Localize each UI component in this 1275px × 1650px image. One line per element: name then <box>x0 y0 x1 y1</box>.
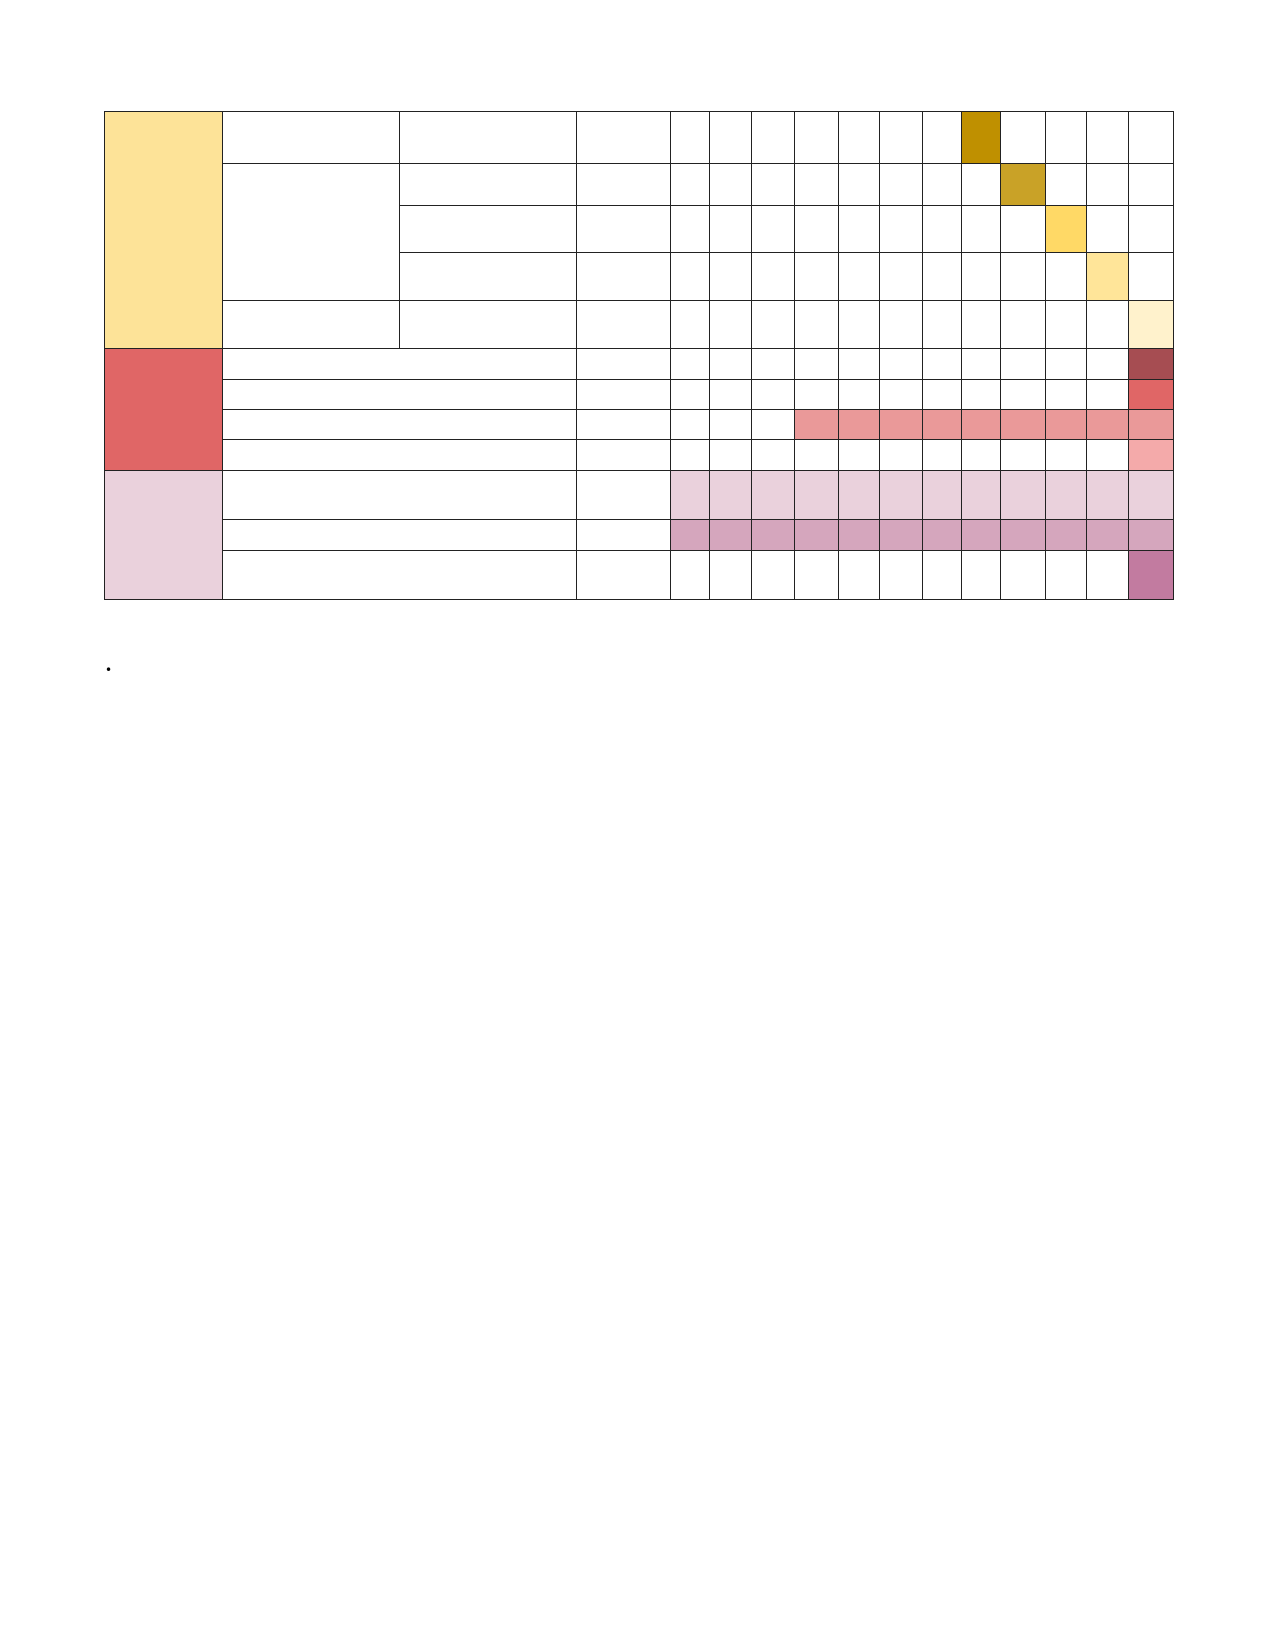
timeline-cell <box>1128 163 1174 206</box>
timeline-cell <box>922 163 962 206</box>
timeline-cell <box>709 348 752 380</box>
activity-closing <box>222 300 400 349</box>
timeline-cell <box>1045 300 1087 349</box>
timeline-cell <box>751 300 795 349</box>
timeline-cell-filled <box>961 519 1001 551</box>
timeline-cell <box>838 300 880 349</box>
timeline-cell-filled <box>922 519 962 551</box>
timeline-cell <box>709 550 752 600</box>
timeline-cell-filled <box>838 519 880 551</box>
timeline-cell <box>794 439 839 471</box>
timeline-cell <box>961 300 1001 349</box>
responsible-cell <box>576 205 671 253</box>
responsible-cell <box>576 470 671 520</box>
timeline-cell <box>1045 252 1087 301</box>
timeline-cell <box>751 550 795 600</box>
responsible-cell <box>576 439 671 471</box>
timeline-cell-filled <box>1128 519 1174 551</box>
timeline-cell <box>670 379 710 410</box>
timeline-cell <box>751 379 795 410</box>
timeline-cell <box>709 300 752 349</box>
timeline-cell <box>879 439 923 471</box>
timeline-cell <box>709 111 752 164</box>
session-cell <box>399 163 577 206</box>
activity-cell <box>222 550 577 600</box>
timeline-cell <box>1045 439 1087 471</box>
timeline-cell <box>1086 550 1129 600</box>
timeline-cell <box>1045 348 1087 380</box>
timeline-cell <box>1000 111 1046 164</box>
timeline-cell-filled <box>1086 519 1129 551</box>
timeline-cell <box>1086 439 1129 471</box>
timeline-cell <box>709 379 752 410</box>
timeline-cell-filled <box>751 519 795 551</box>
session-cell <box>399 111 577 164</box>
timeline-cell <box>1128 252 1174 301</box>
timeline-cell-filled <box>1128 470 1174 520</box>
timeline-cell <box>961 348 1001 380</box>
responsible-cell <box>576 252 671 301</box>
responsible-cell <box>576 409 671 440</box>
timeline-cell-filled <box>670 519 710 551</box>
activity-cell <box>222 519 577 551</box>
timeline-cell-filled <box>838 470 880 520</box>
timeline-cell-filled <box>1128 439 1174 471</box>
schedule-table <box>104 111 1173 599</box>
timeline-cell <box>879 163 923 206</box>
timeline-cell <box>961 379 1001 410</box>
timeline-cell <box>1045 379 1087 410</box>
activity-cell <box>222 409 577 440</box>
responsible-cell <box>576 550 671 600</box>
timeline-cell <box>670 550 710 600</box>
timeline-cell-filled <box>922 409 962 440</box>
timeline-cell <box>794 300 839 349</box>
timeline-cell <box>751 409 795 440</box>
timeline-cell <box>961 439 1001 471</box>
responsible-cell <box>576 300 671 349</box>
timeline-cell-filled <box>1045 205 1087 253</box>
category-evaluations <box>104 348 223 471</box>
timeline-cell-filled <box>1000 519 1046 551</box>
category-meetings <box>104 111 223 349</box>
timeline-cell <box>670 163 710 206</box>
timeline-cell <box>1086 111 1129 164</box>
timeline-cell <box>1000 348 1046 380</box>
timeline-cell-filled <box>794 409 839 440</box>
session-cell <box>399 300 577 349</box>
timeline-cell <box>1086 205 1129 253</box>
timeline-cell <box>1128 205 1174 253</box>
timeline-cell <box>794 163 839 206</box>
timeline-cell-filled <box>879 519 923 551</box>
responsible-cell <box>576 379 671 410</box>
timeline-cell <box>709 163 752 206</box>
timeline-cell-filled <box>1086 252 1129 301</box>
timeline-cell <box>670 111 710 164</box>
timeline-cell-filled <box>709 470 752 520</box>
session-cell <box>399 252 577 301</box>
timeline-cell <box>670 439 710 471</box>
timeline-cell <box>961 252 1001 301</box>
timeline-cell <box>670 252 710 301</box>
session-cell <box>399 205 577 253</box>
timeline-cell <box>794 205 839 253</box>
timeline-cell <box>751 439 795 471</box>
timeline-cell <box>879 300 923 349</box>
timeline-cell <box>838 205 880 253</box>
timeline-cell <box>751 111 795 164</box>
timeline-cell <box>1086 379 1129 410</box>
timeline-cell <box>838 379 880 410</box>
activity-cell <box>222 470 577 520</box>
timeline-cell <box>961 163 1001 206</box>
timeline-cell <box>961 550 1001 600</box>
timeline-cell-filled <box>1128 409 1174 440</box>
responsible-cell <box>576 111 671 164</box>
timeline-cell <box>794 111 839 164</box>
timeline-cell-filled <box>1086 470 1129 520</box>
timeline-cell <box>1086 163 1129 206</box>
timeline-cell-filled <box>794 470 839 520</box>
timeline-cell <box>670 300 710 349</box>
timeline-cell-filled <box>1000 470 1046 520</box>
timeline-cell <box>838 348 880 380</box>
timeline-cell <box>879 252 923 301</box>
timeline-cell <box>879 111 923 164</box>
timeline-cell <box>879 205 923 253</box>
activity-cell <box>222 348 577 380</box>
activity-cell <box>222 379 577 410</box>
timeline-cell-filled <box>1128 300 1174 349</box>
timeline-cell <box>922 205 962 253</box>
responsible-cell <box>576 519 671 551</box>
timeline-cell <box>922 252 962 301</box>
timeline-cell <box>922 550 962 600</box>
timeline-cell-filled <box>961 470 1001 520</box>
timeline-cell <box>1000 379 1046 410</box>
activity-theme-4 <box>222 111 400 164</box>
timeline-cell-filled <box>838 409 880 440</box>
timeline-cell <box>1000 205 1046 253</box>
timeline-cell-filled <box>961 111 1001 164</box>
bullet-point: • <box>105 663 113 677</box>
timeline-cell <box>838 550 880 600</box>
timeline-cell-filled <box>1000 163 1046 206</box>
timeline-cell-filled <box>670 470 710 520</box>
timeline-cell-filled <box>1045 519 1087 551</box>
timeline-cell <box>670 205 710 253</box>
timeline-cell <box>794 252 839 301</box>
timeline-cell <box>838 439 880 471</box>
timeline-cell <box>794 348 839 380</box>
timeline-cell <box>838 111 880 164</box>
timeline-cell <box>794 550 839 600</box>
timeline-cell <box>838 252 880 301</box>
timeline-cell <box>670 348 710 380</box>
timeline-cell <box>1000 252 1046 301</box>
category-administrative <box>104 470 223 600</box>
timeline-cell <box>709 409 752 440</box>
timeline-cell-filled <box>1128 550 1174 600</box>
timeline-cell-filled <box>1000 409 1046 440</box>
timeline-cell <box>1000 300 1046 349</box>
timeline-cell <box>1128 111 1174 164</box>
timeline-cell-filled <box>879 409 923 440</box>
timeline-cell-filled <box>709 519 752 551</box>
timeline-cell <box>879 550 923 600</box>
timeline-cell-filled <box>879 470 923 520</box>
timeline-cell-filled <box>1128 379 1174 410</box>
timeline-cell <box>879 348 923 380</box>
timeline-cell <box>751 163 795 206</box>
timeline-cell <box>879 379 923 410</box>
timeline-cell <box>1000 550 1046 600</box>
timeline-cell <box>922 300 962 349</box>
timeline-cell <box>922 111 962 164</box>
timeline-cell <box>961 205 1001 253</box>
activity-intergenerational-meetings <box>222 163 400 301</box>
timeline-cell <box>1000 439 1046 471</box>
timeline-cell <box>709 439 752 471</box>
timeline-cell-filled <box>1128 348 1174 380</box>
timeline-cell <box>751 348 795 380</box>
timeline-cell-filled <box>1045 470 1087 520</box>
responsible-cell <box>576 163 671 206</box>
timeline-cell <box>709 252 752 301</box>
timeline-cell <box>1045 550 1087 600</box>
timeline-cell <box>751 252 795 301</box>
timeline-cell <box>1086 300 1129 349</box>
timeline-cell <box>751 205 795 253</box>
timeline-cell-filled <box>794 519 839 551</box>
timeline-cell <box>670 409 710 440</box>
timeline-cell-filled <box>1086 409 1129 440</box>
timeline-cell <box>838 163 880 206</box>
timeline-cell <box>794 379 839 410</box>
timeline-cell <box>709 205 752 253</box>
timeline-cell <box>1045 163 1087 206</box>
timeline-cell <box>922 379 962 410</box>
timeline-cell <box>1045 111 1087 164</box>
responsible-cell <box>576 348 671 380</box>
timeline-cell-filled <box>961 409 1001 440</box>
timeline-cell-filled <box>922 470 962 520</box>
timeline-cell <box>922 439 962 471</box>
timeline-cell <box>922 348 962 380</box>
timeline-cell-filled <box>751 470 795 520</box>
timeline-cell <box>1086 348 1129 380</box>
timeline-cell-filled <box>1045 409 1087 440</box>
activity-cell <box>222 439 577 471</box>
